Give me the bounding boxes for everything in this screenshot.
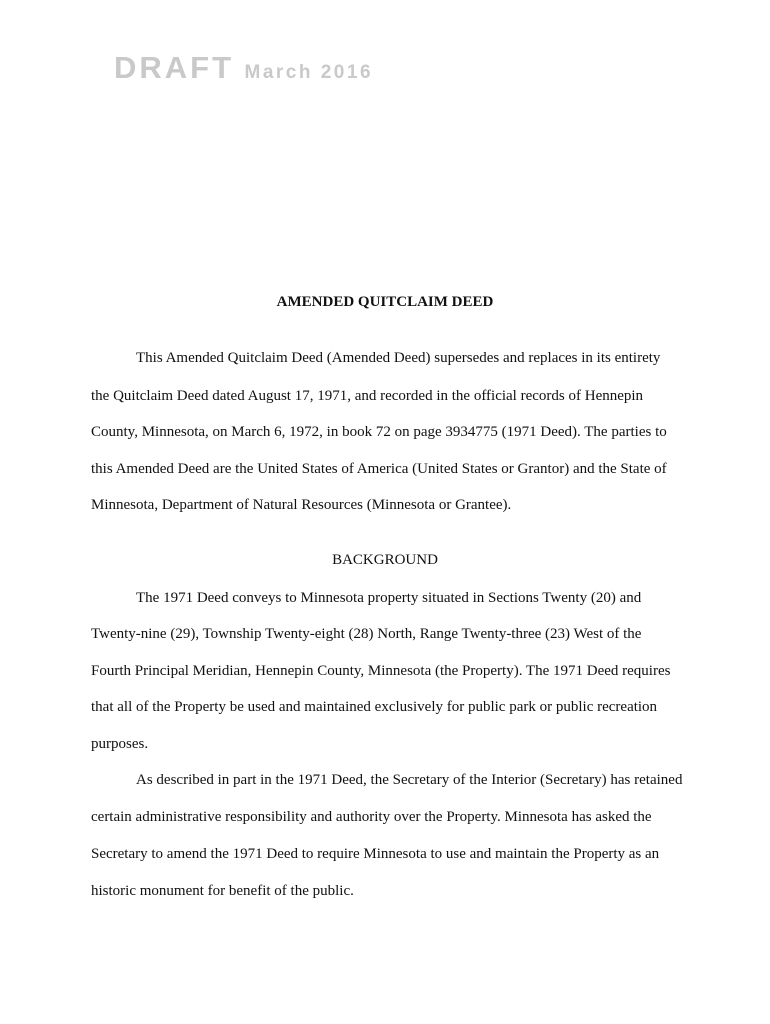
- paragraph-line: the Quitclaim Deed dated August 17, 1971, and recorded in the official records of Hennepin: [91, 388, 644, 404]
- paragraph-line: historic monument for benefit of the public.: [91, 883, 354, 899]
- paragraph-line: that all of the Property be used and maintained exclusively for public park or public recreation: [91, 699, 658, 715]
- section-heading-background: BACKGROUND: [332, 552, 438, 568]
- watermark-date: March 2016: [244, 62, 374, 83]
- document-title: AMENDED QUITCLAIM DEED: [276, 294, 494, 310]
- paragraph-line: this Amended Deed are the United States of America (United States or Grantor) and the State of: [91, 461, 667, 477]
- paragraph-line: This Amended Quitclaim Deed (Amended Deed) supersedes and replaces in its entirety: [136, 350, 661, 366]
- paragraph-line: The 1971 Deed conveys to Minnesota property situated in Sections Twenty (20) and: [136, 590, 642, 606]
- watermark-draft-word: DRAFT: [114, 50, 235, 85]
- paragraph-line: purposes.: [91, 736, 149, 752]
- paragraph-line: Twenty-nine (29), Township Twenty-eight (28) North, Range Twenty-three (23) West of the: [91, 626, 642, 642]
- paragraph-line: As described in part in the 1971 Deed, the Secretary of the Interior (Secretary) has retained: [136, 772, 683, 788]
- paragraph-line: certain administrative responsibility and authority over the Property. Minnesota has asked the: [91, 809, 652, 825]
- paragraph-line: Secretary to amend the 1971 Deed to require Minnesota to use and maintain the Property as an: [91, 846, 660, 862]
- paragraph-line: Minnesota, Department of Natural Resources (Minnesota or Grantee).: [91, 497, 512, 513]
- paragraph-line: County, Minnesota, on March 6, 1972, in book 72 on page 3934775 (1971 Deed). The parties to: [91, 424, 667, 440]
- draft-watermark: [114, 52, 373, 83]
- paragraph-line: Fourth Principal Meridian, Hennepin County, Minnesota (the Property). The 1971 Deed requires: [91, 663, 671, 679]
